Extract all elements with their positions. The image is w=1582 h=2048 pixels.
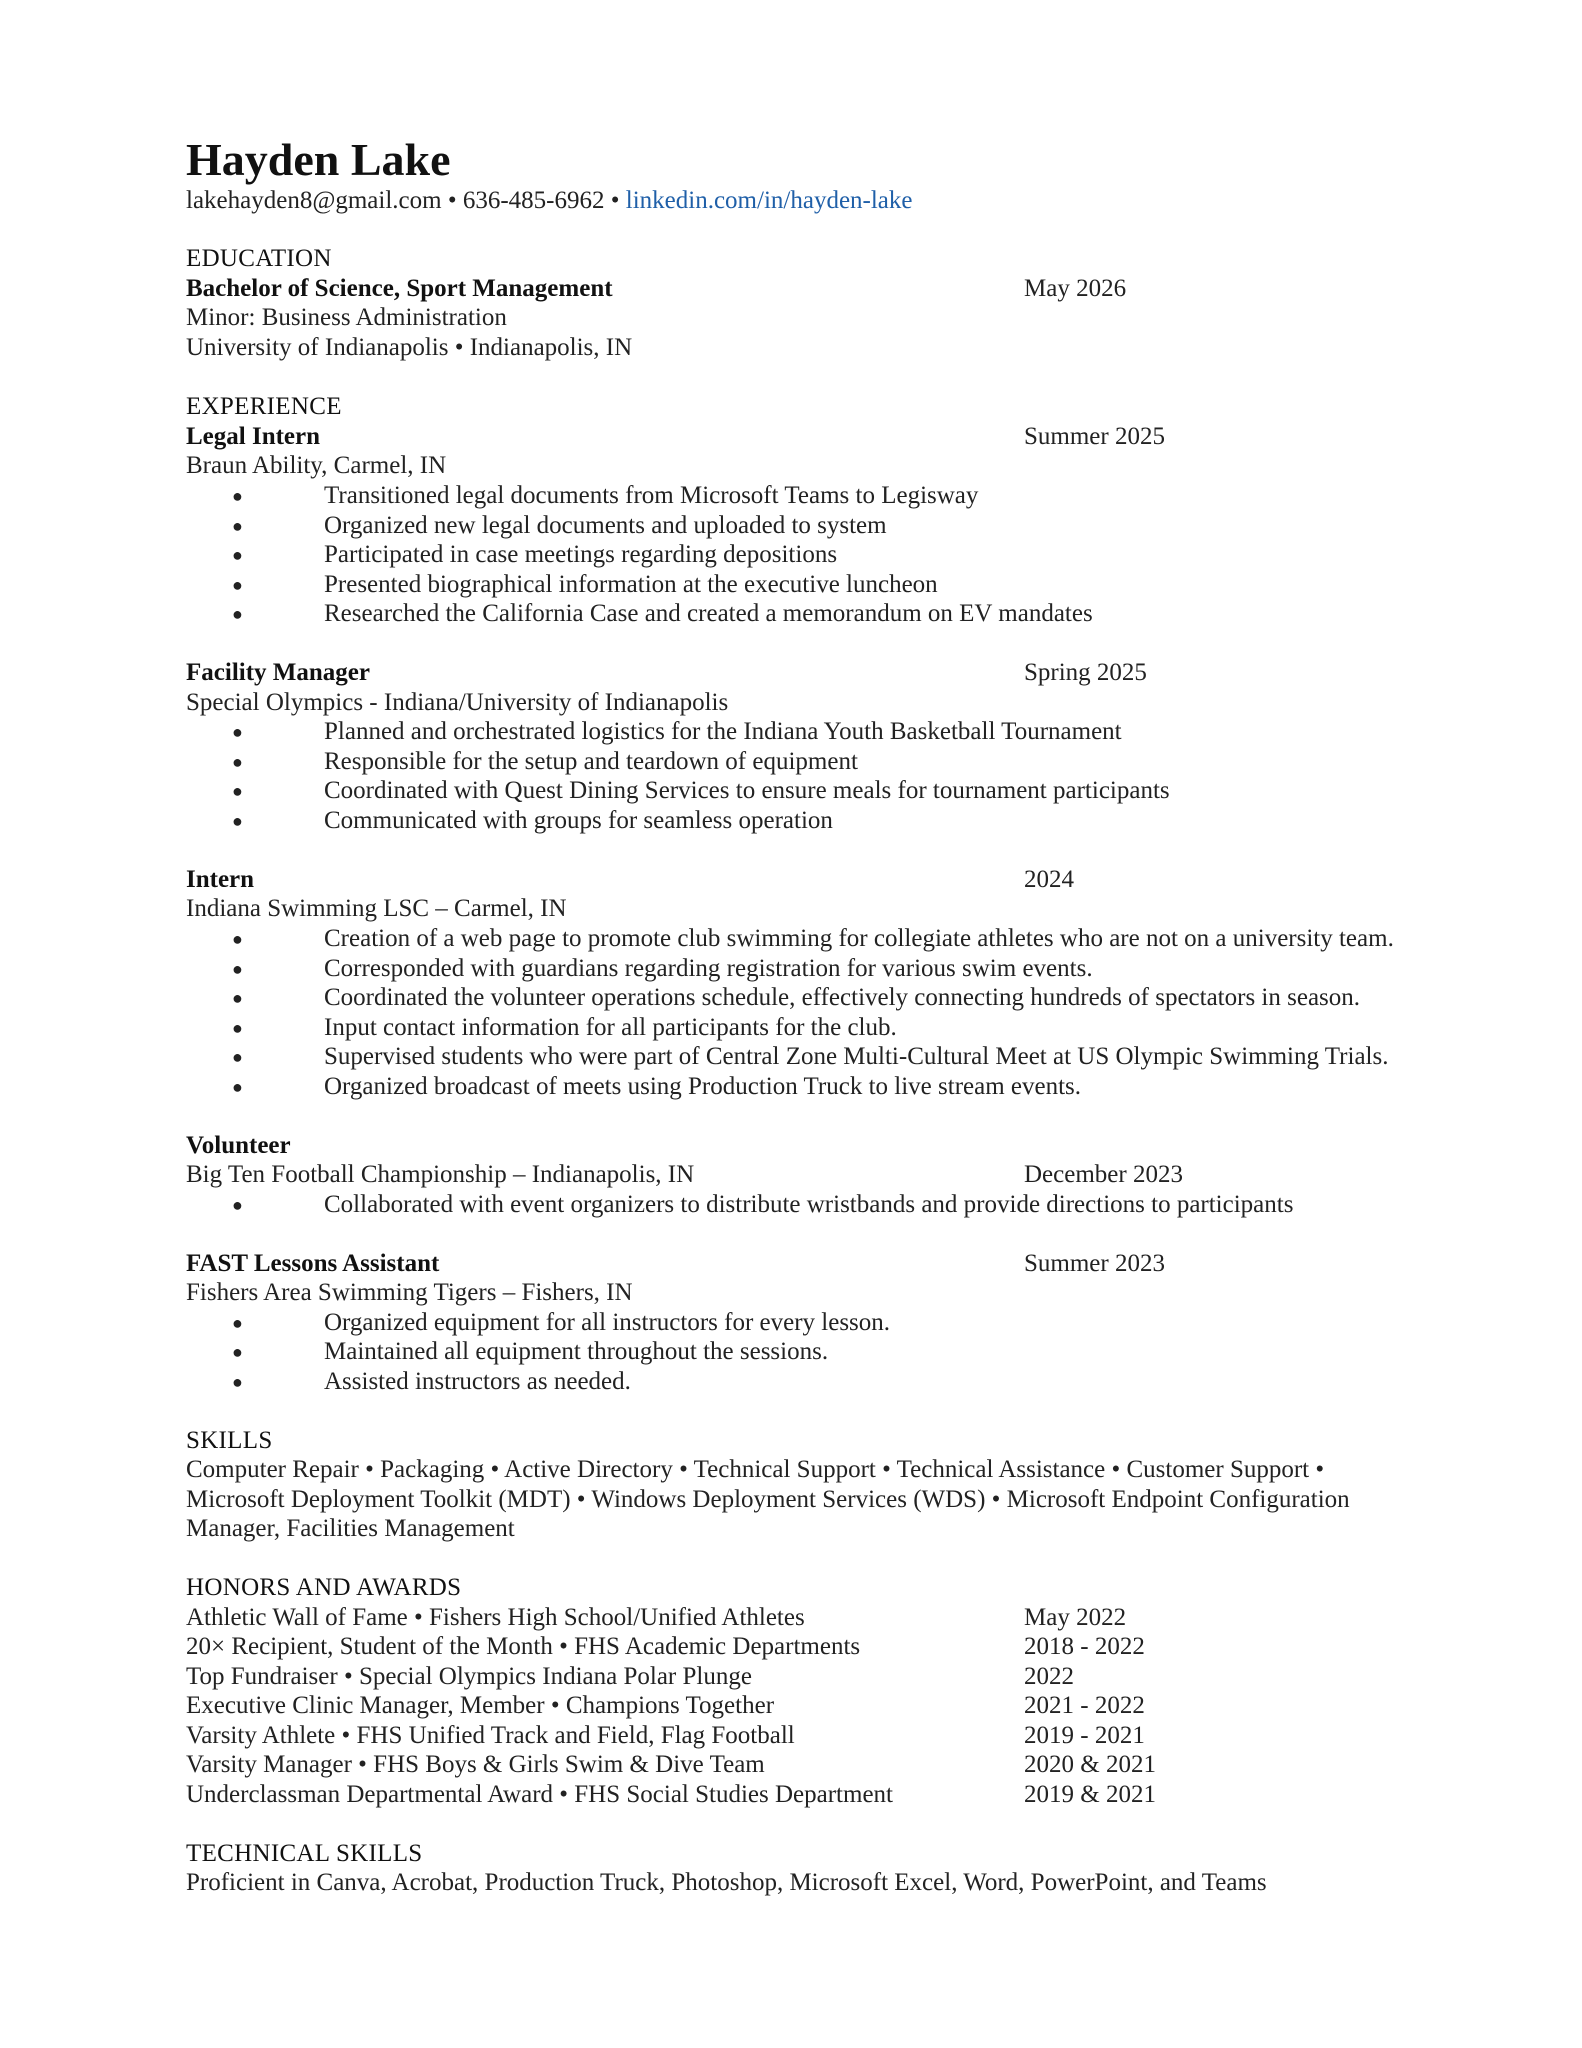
email-text: lakehayden8@gmail.com (186, 187, 442, 214)
contact-line (186, 186, 913, 216)
honor-date: 2020 & 2021 (1024, 1751, 1156, 1778)
honor-item: Varsity Athlete • FHS Unified Track and Field, Flag Football (186, 1722, 795, 1749)
job-bullet (232, 1072, 1081, 1102)
honor-date: May 2022 (1024, 1604, 1127, 1631)
honor-item: Top Fundraiser • Special Olympics Indiana Polar Plunge (186, 1663, 752, 1690)
bullet-text: Responsible for the setup and teardown of equipment (324, 748, 858, 775)
separator: • (441, 187, 463, 214)
honor-item: Underclassman Departmental Award • FHS Social Studies Department (186, 1781, 893, 1808)
degree-title: Bachelor of Science, Sport Management (186, 275, 613, 302)
bullet-dot: ● (232, 545, 243, 565)
honor-item: Varsity Manager • FHS Boys & Girls Swim & Dive Team (186, 1751, 765, 1778)
bullet-dot: ● (232, 1077, 243, 1097)
job-title: Facility Manager (186, 659, 370, 686)
honor-date: 2019 & 2021 (1024, 1781, 1156, 1808)
job-date: 2024 (1024, 866, 1074, 893)
job-bullet (232, 717, 1122, 747)
phone-text: 636-485-6962 (462, 187, 605, 214)
job-bullet (232, 1308, 890, 1338)
job-bullet (232, 540, 837, 570)
bullet-dot: ● (232, 1313, 243, 1333)
bullet-dot: ● (232, 752, 243, 772)
degree-date: May 2026 (1024, 275, 1127, 302)
job-bullet (232, 806, 833, 836)
bullet-dot: ● (232, 604, 243, 624)
job-title: Legal Intern (186, 423, 321, 450)
bullet-dot: ● (232, 1047, 243, 1067)
job-bullet (232, 924, 1394, 954)
bullet-text: Organized equipment for all instructors for every lesson. (324, 1309, 891, 1336)
bullet-dot: ● (232, 516, 243, 536)
bullet-dot: ● (232, 1372, 243, 1392)
bullet-dot: ● (232, 575, 243, 595)
bullet-text: Organized broadcast of meets using Production Truck to live stream events. (324, 1073, 1082, 1100)
bullet-text: Planned and orchestrated logistics for the Indiana Youth Basketball Tournament (324, 718, 1122, 745)
job-date: December 2023 (1024, 1161, 1183, 1188)
bullet-text: Transitioned legal documents from Microsoft Teams to Legisway (324, 482, 979, 509)
job-org: Braun Ability, Carmel, IN (186, 452, 447, 479)
bullet-text: Presented biographical information at the executive luncheon (324, 571, 938, 598)
job-org: Special Olympics - Indiana/University of Indianapolis (186, 689, 729, 716)
bullet-text: Collaborated with event organizers to distribute wristbands and provide directions to participants (324, 1191, 1294, 1218)
bullet-text: Researched the California Case and created a memorandum on EV mandates (324, 600, 1093, 627)
bullet-text: Input contact information for all participants for the club. (324, 1014, 897, 1041)
bullet-dot: ● (232, 959, 243, 979)
honor-date: 2021 - 2022 (1024, 1692, 1145, 1719)
bullet-text: Coordinated with Quest Dining Services to ensure meals for tournament participants (324, 777, 1170, 804)
linkedin-link[interactable]: linkedin.com/in/hayden-lake (625, 187, 913, 214)
honor-date: 2018 - 2022 (1024, 1633, 1145, 1660)
honor-date: 2022 (1024, 1663, 1074, 1690)
bullet-text: Communicated with groups for seamless operation (324, 807, 833, 834)
job-title: Intern (186, 866, 255, 893)
bullet-dot: ● (232, 1018, 243, 1038)
skills-line: Microsoft Deployment Toolkit (MDT) • Windows Deployment Services (WDS) • Microsoft Endpoint Configuration (186, 1486, 1350, 1513)
separator: • (604, 187, 626, 214)
bullet-dot: ● (232, 486, 243, 506)
job-date: Summer 2023 (1024, 1250, 1165, 1277)
bullet-text: Corresponded with guardians regarding registration for various swim events. (324, 955, 1093, 982)
bullet-dot: ● (232, 988, 243, 1008)
school-name: University of Indianapolis • Indianapolis, IN (186, 334, 633, 361)
job-org: Big Ten Football Championship – Indianapolis, IN (186, 1161, 695, 1188)
bullet-dot: ● (232, 781, 243, 801)
job-bullet (232, 511, 887, 541)
technical-text: Proficient in Canva, Acrobat, Production Truck, Photoshop, Microsoft Excel, Word, PowerPoint, and Teams (186, 1869, 1267, 1896)
bullet-text: Organized new legal documents and uploaded to system (324, 512, 887, 539)
job-bullet (232, 983, 1360, 1013)
job-bullet (232, 1042, 1388, 1072)
honor-item: 20× Recipient, Student of the Month • FHS Academic Departments (186, 1633, 861, 1660)
job-bullet (232, 481, 978, 511)
bullet-dot: ● (232, 929, 243, 949)
bullet-text: Coordinated the volunteer operations schedule, effectively connecting hundreds of spectators in season. (324, 984, 1361, 1011)
bullet-dot: ● (232, 1342, 243, 1362)
degree-minor: Minor: Business Administration (186, 304, 507, 331)
bullet-text: Assisted instructors as needed. (324, 1368, 631, 1395)
skills-heading: SKILLS (186, 1427, 273, 1454)
bullet-dot: ● (232, 1195, 243, 1215)
bullet-text: Participated in case meetings regarding depositions (324, 541, 838, 568)
bullet-text: Maintained all equipment throughout the sessions. (324, 1338, 829, 1365)
job-bullet (232, 1337, 828, 1367)
skills-line: Manager, Facilities Management (186, 1515, 515, 1542)
bullet-dot: ● (232, 811, 243, 831)
job-date: Summer 2025 (1024, 423, 1165, 450)
bullet-text: Supervised students who were part of Central Zone Multi-Cultural Meet at US Olympic Swimming Trials. (324, 1043, 1389, 1070)
job-org: Fishers Area Swimming Tigers – Fishers, IN (186, 1279, 633, 1306)
job-bullet (232, 776, 1170, 806)
education-heading: EDUCATION (186, 245, 332, 272)
job-bullet (232, 954, 1093, 984)
job-bullet (232, 747, 858, 777)
honor-date: 2019 - 2021 (1024, 1722, 1145, 1749)
honor-item: Executive Clinic Manager, Member • Champions Together (186, 1692, 775, 1719)
job-bullet (232, 1013, 897, 1043)
job-bullet (232, 599, 1093, 629)
skills-line: Computer Repair • Packaging • Active Directory • Technical Support • Technical Assistance • Customer Support • (186, 1456, 1325, 1483)
job-bullet (232, 1190, 1293, 1220)
technical-heading: TECHNICAL SKILLS (186, 1840, 423, 1867)
job-title: Volunteer (186, 1132, 291, 1159)
job-org: Indiana Swimming LSC – Carmel, IN (186, 895, 567, 922)
job-date: Spring 2025 (1024, 659, 1147, 686)
job-bullet (232, 1367, 631, 1397)
job-title: FAST Lessons Assistant (186, 1250, 440, 1277)
honors-heading: HONORS AND AWARDS (186, 1574, 462, 1601)
bullet-dot: ● (232, 722, 243, 742)
honor-item: Athletic Wall of Fame • Fishers High School/Unified Athletes (186, 1604, 805, 1631)
bullet-text: Creation of a web page to promote club swimming for collegiate athletes who are not on a university team. (324, 925, 1394, 952)
job-bullet (232, 570, 938, 600)
candidate-name: Hayden Lake (186, 134, 451, 185)
experience-heading: EXPERIENCE (186, 393, 342, 420)
